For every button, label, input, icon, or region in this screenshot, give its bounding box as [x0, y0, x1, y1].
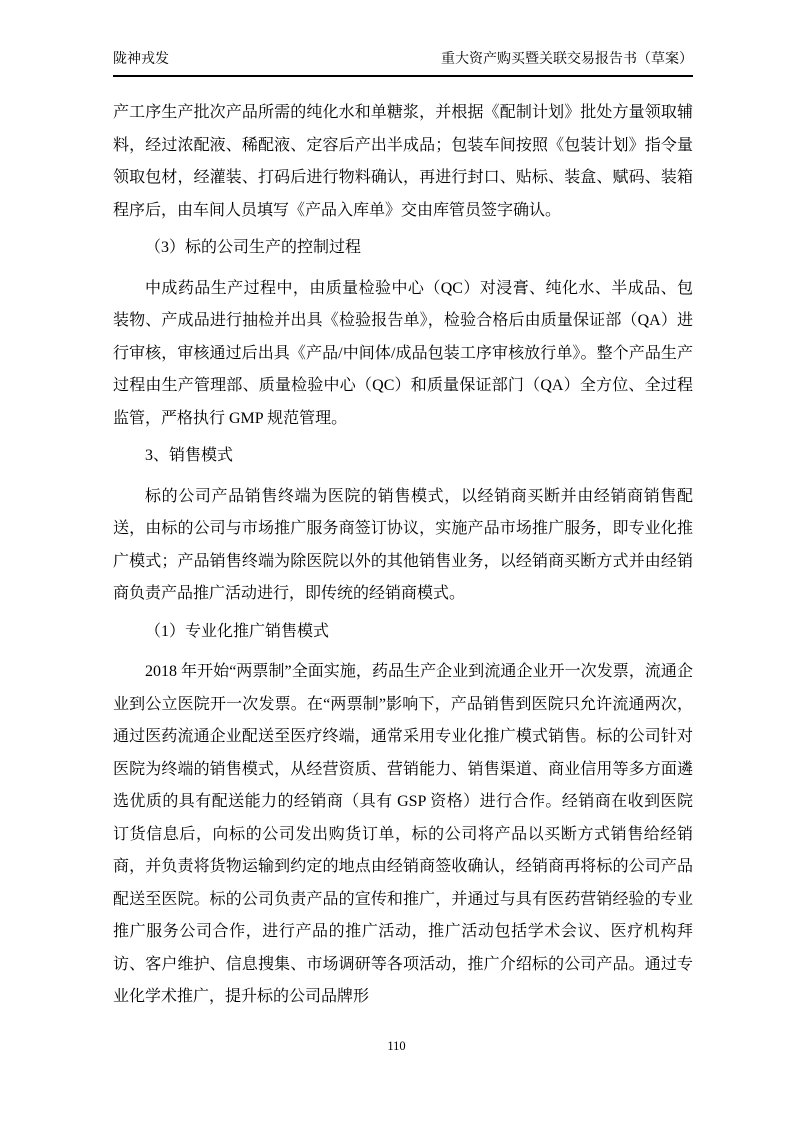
page-header — [113, 50, 693, 77]
section-heading-sales-model: 3、销售模式 — [145, 447, 234, 464]
header-company-name: 陇神戎发 — [113, 52, 169, 67]
paragraph-professional-promotion-detail: 2018 年开始“两票制”全面实施，药品生产企业到流通企业开一次发票，流通企业到公立医院开一次发票。在“两票制”影响下，产品销售到医院只允许流通两次，通过医药流通企业配送至医疗终端，通常采用专业化推广模式销售。标的公司针对医院为终端的销售模式，从经营资质、营销能力、销售渠道、商业信用等多方面遴选优质的具有配送能力的经销商（具有 GSP 资格）进行合作。经销商在收到医院订货信息后，向标的公司发出购货订单，标的公司将产品以买断方式销售给经销商，并负责将货物运输到约定的地点由经销商签收确认，经销商再将标的公司产品配送至医院。标的公司负责产品的宣传和推广，并通过与具有医药营销经验的专业推广服务公司合作，进行产品的推广活动，推广活动包括学术会议、医疗机构拜访、客户维护、信息搜集、市场调研等各项活动，推广介绍标的公司产品。通过专业化学术推广，提升标的公司品牌形 — [113, 663, 693, 1005]
page-footer — [0, 1038, 793, 1054]
paragraph-quality-control: 中成药品生产过程中，由质量检验中心（QC）对浸膏、纯化水、半成品、包装物、产成品进行抽检并出具《检验报告单》，检验合格后由质量保证部（QA）进行审核，审核通过后出具《产品/中间体/成品包装工序审核放行单》。整个产品生产过程由生产管理部、质量检验中心（QC）和质量保证部门（QA）全方位、全过程监管，严格执行 GMP 规范管理。 — [113, 279, 693, 427]
page-number: 110 — [387, 1039, 406, 1053]
document-body — [113, 97, 693, 1014]
paragraph-production-process-continuation: 产工序生产批次产品所需的纯化水和单糖浆，并根据《配制计划》批处方量领取辅料，经过浓配液、稀配液、定容后产出半成品；包装车间按照《包装计划》指令量领取包材，经灌装、打码后进行物料确认，再进行封口、贴标、装盒、赋码、装箱程序后，由车间人员填写《产品入库单》交由库管员签字确认。 — [113, 104, 693, 219]
paragraph-sales-model-overview: 标的公司产品销售终端为医院的销售模式，以经销商买断并由经销商销售配送，由标的公司与市场推广服务商签订协议，实施产品市场推广服务，即专业化推广模式；产品销售终端为除医院以外的其他销售业务，以经销商买断方式并由经销商负责产品推广活动进行，即传统的经销商模式。 — [113, 487, 693, 602]
section-heading-professional-promotion: （1）专业化推广销售模式 — [145, 622, 330, 640]
section-heading-production-control: （3）标的公司生产的控制过程 — [145, 239, 362, 256]
header-report-title: 重大资产购买暨关联交易报告书（草案） — [441, 52, 693, 67]
